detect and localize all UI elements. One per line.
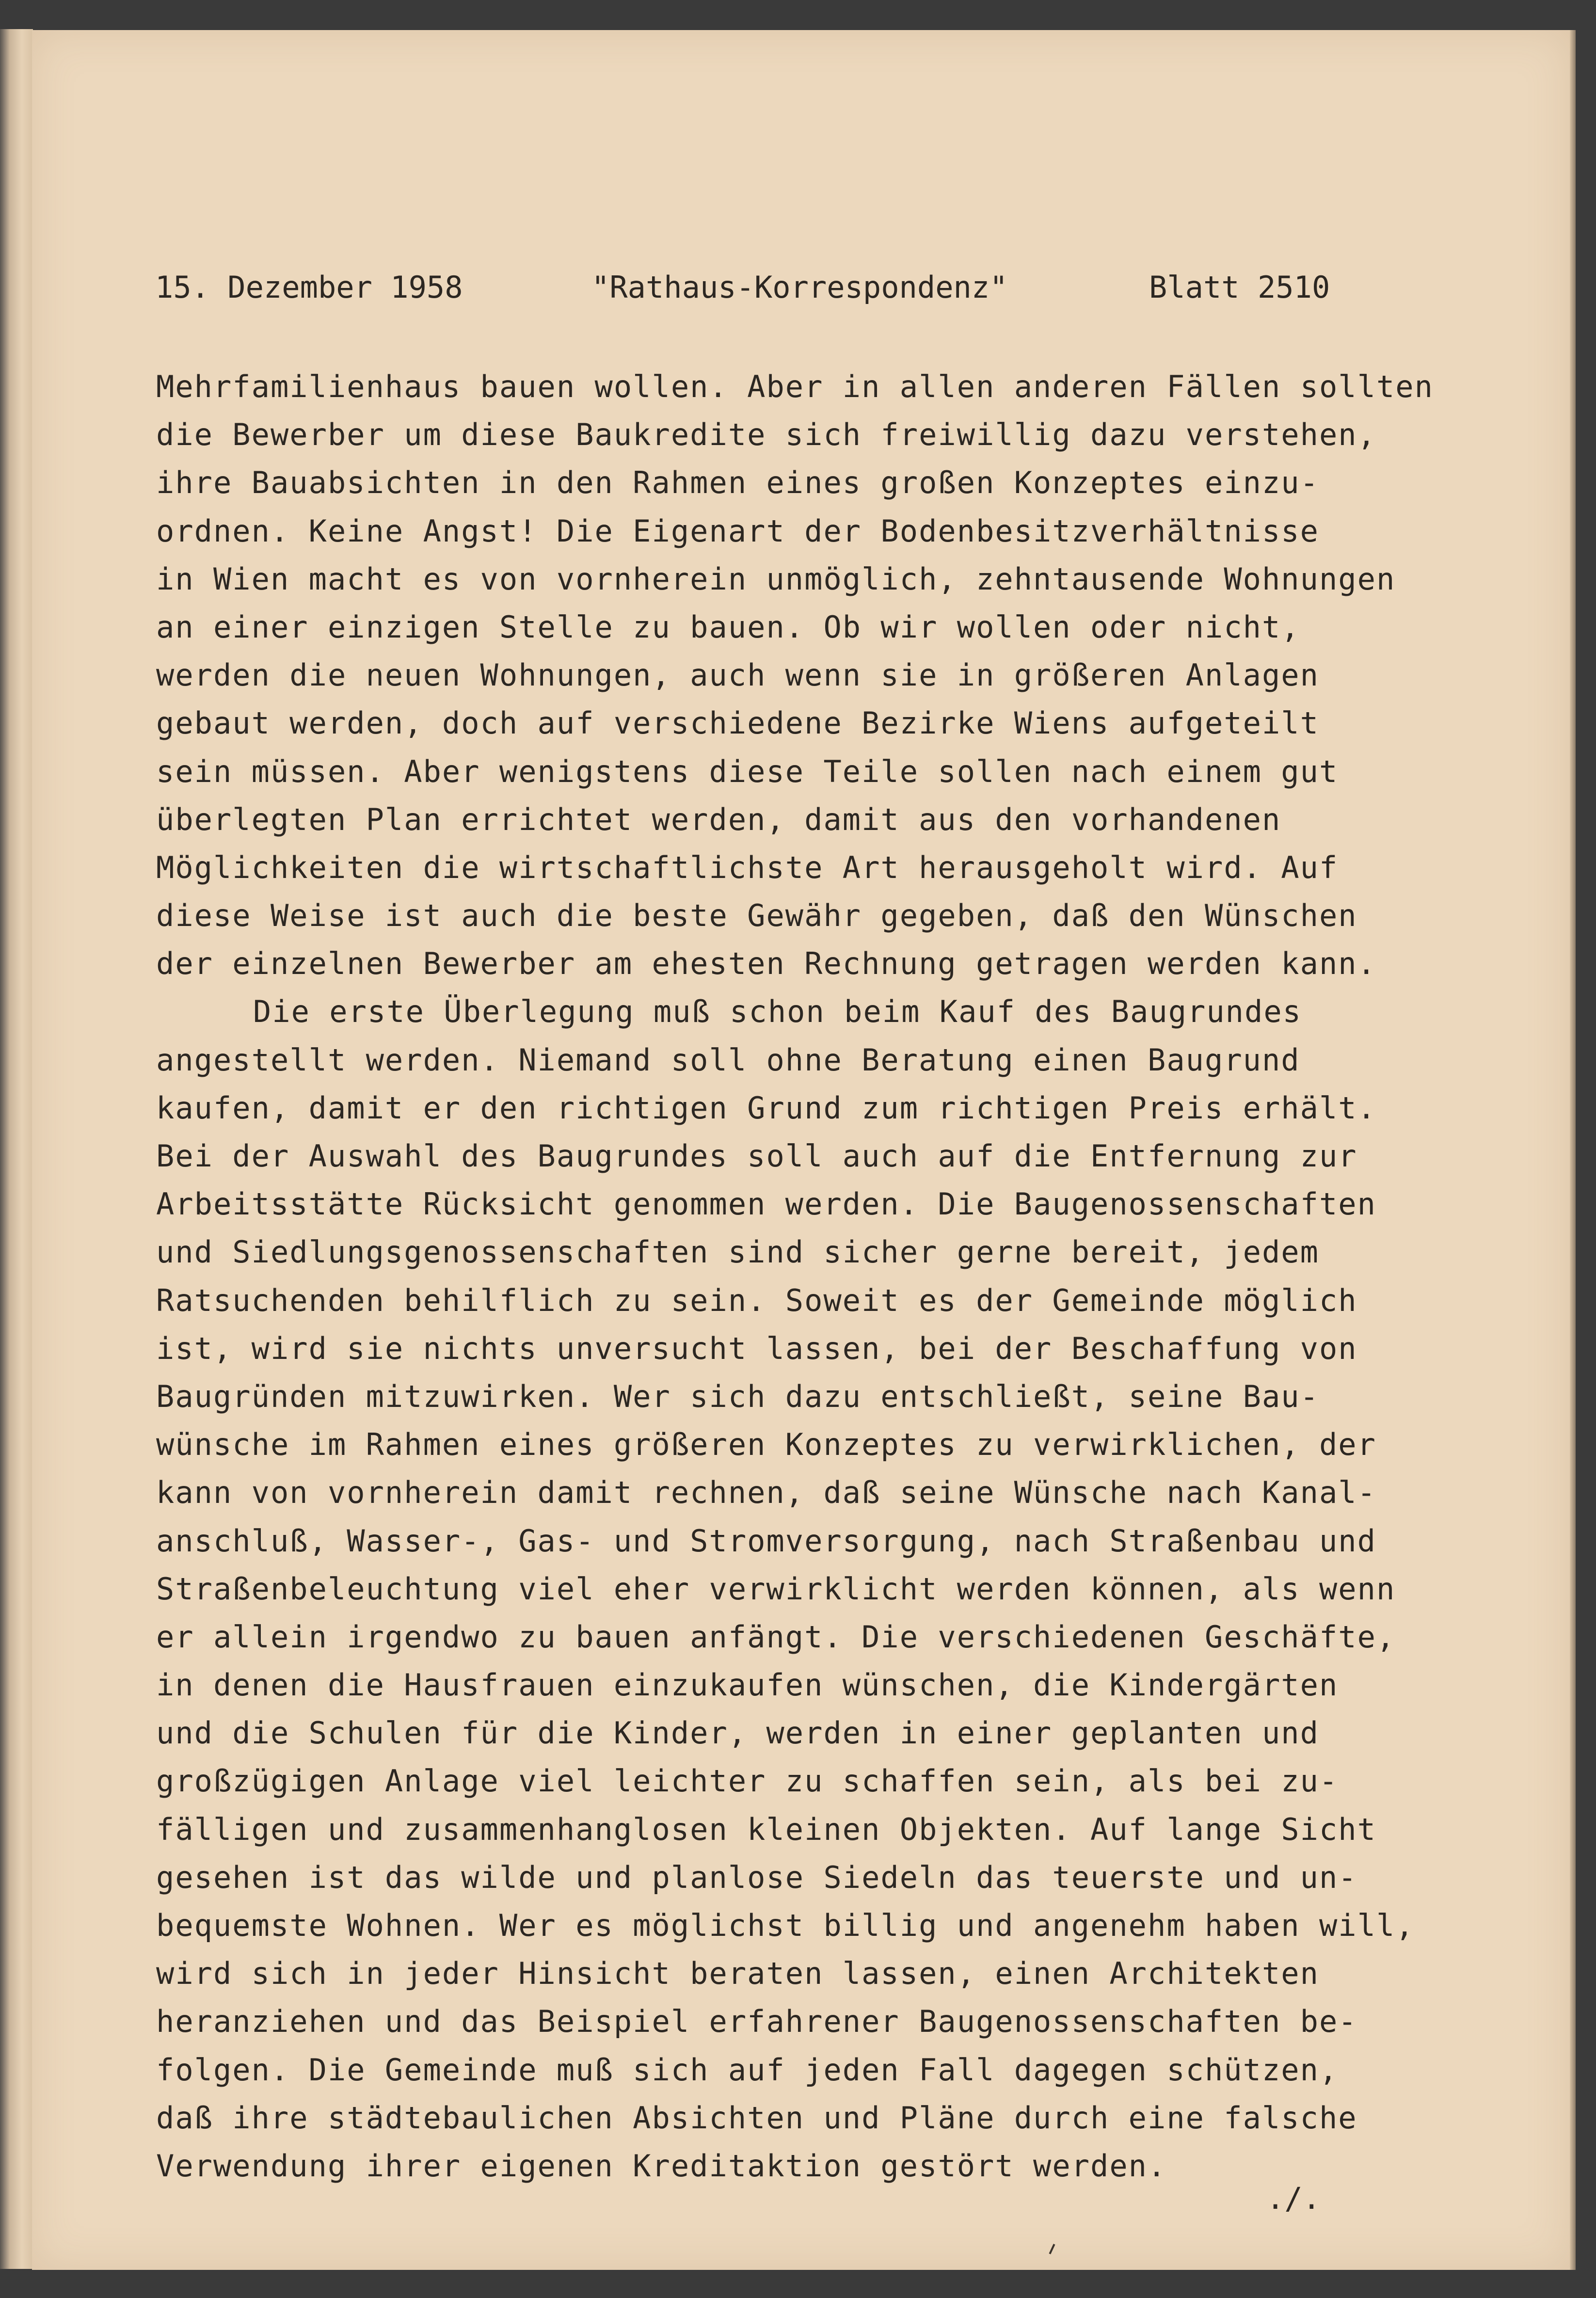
- text-line: überlegten Plan errichtet werden, damit aus den vorhandenen: [156, 801, 1281, 837]
- text-line: Baugründen mitzuwirken. Wer sich dazu entschließt, seine Bau-: [156, 1378, 1319, 1414]
- text-line: fälligen und zusammenhanglosen kleinen Objekten. Auf lange Sicht: [156, 1811, 1376, 1847]
- text-line: Ratsuchenden behilflich zu sein. Soweit es der Gemeinde möglich: [156, 1282, 1357, 1318]
- text-line: der einzelnen Bewerber am ehesten Rechnung getragen werden kann.: [156, 946, 1376, 982]
- text-line: gebaut werden, doch auf verschiedene Bezirke Wiens aufgeteilt: [156, 705, 1319, 741]
- text-line: Verwendung ihrer eigenen Kreditaktion gestört werden.: [156, 2148, 1167, 2184]
- text-line: kaufen, damit er den richtigen Grund zum richtigen Preis erhält.: [156, 1090, 1376, 1126]
- text-line: anschluß, Wasser-, Gas- und Stromversorgung, nach Straßenbau und: [156, 1523, 1376, 1559]
- text-line: Straßenbeleuchtung viel eher verwirklicht werden können, als wenn: [156, 1571, 1396, 1607]
- binding-edge: [0, 29, 33, 2269]
- text-line: gesehen ist das wilde und planlose Siedeln das teuerste und un-: [156, 1859, 1357, 1895]
- text-line: bequemste Wohnen. Wer es möglichst billig und angenehm haben will,: [156, 1908, 1415, 1943]
- text-line: ist, wird sie nichts unversucht lassen, bei der Beschaffung von: [156, 1330, 1357, 1366]
- text-line: an einer einzigen Stelle zu bauen. Ob wir wollen oder nicht,: [156, 609, 1300, 645]
- page-header: [155, 266, 1367, 309]
- text-line: die Bewerber um diese Baukredite sich freiwillig dazu verstehen,: [156, 417, 1376, 453]
- paragraph-start-line: Die erste Überlegung muß schon beim Kauf des Baugrundes: [253, 994, 1302, 1030]
- text-line: Mehrfamilienhaus bauen wollen. Aber in allen anderen Fällen sollten: [156, 369, 1434, 404]
- text-line: wünsche im Rahmen eines größeren Konzeptes zu verwirklichen, der: [156, 1427, 1376, 1463]
- text-line: Möglichkeiten die wirtschaftlichste Art herausgeholt wird. Auf: [156, 849, 1339, 885]
- header-sheet-number: Blatt 2510: [1149, 270, 1330, 305]
- header-title: "Rathaus-Korrespondenz": [591, 270, 1008, 305]
- text-line: großzügigen Anlage viel leichter zu schaffen sein, als bei zu-: [156, 1763, 1339, 1799]
- text-line: wird sich in jeder Hinsicht beraten lassen, einen Architekten: [156, 1956, 1319, 1992]
- text-line: ordnen. Keine Angst! Die Eigenart der Bodenbesitzverhältnisse: [156, 513, 1319, 549]
- text-line: Bei der Auswahl des Baugrundes soll auch auf die Entfernung zur: [156, 1138, 1357, 1174]
- text-line: folgen. Die Gemeinde muß sich auf jeden Fall dagegen schützen,: [156, 2052, 1339, 2088]
- text-line: und die Schulen für die Kinder, werden in einer geplanten und: [156, 1715, 1319, 1751]
- text-line: er allein irgendwo zu bauen anfängt. Die verschiedenen Geschäfte,: [156, 1619, 1396, 1655]
- text-line: und Siedlungsgenossenschaften sind sicher gerne bereit, jedem: [156, 1234, 1319, 1270]
- text-line: werden die neuen Wohnungen, auch wenn sie in größeren Anlagen: [156, 657, 1319, 693]
- text-line: in Wien macht es von vornherein unmöglich, zehntausende Wohnungen: [156, 561, 1396, 597]
- text-line: in denen die Hausfrauen einzukaufen wünschen, die Kindergärten: [156, 1667, 1339, 1703]
- page-edge: [1570, 30, 1576, 2270]
- text-line: daß ihre städtebaulichen Absichten und Pläne durch eine falsche: [156, 2100, 1357, 2136]
- text-line: angestellt werden. Niemand soll ohne Beratung einen Baugrund: [156, 1042, 1300, 1078]
- text-line: heranziehen und das Beispiel erfahrener Baugenossenschaften be-: [156, 2004, 1357, 2040]
- header-date: 15. Dezember 1958: [155, 270, 463, 305]
- body-text: [156, 363, 1514, 2190]
- continuation-mark: ./.: [1266, 2181, 1321, 2216]
- text-line: kann von vornherein damit rechnen, daß seine Wünsche nach Kanal-: [156, 1475, 1376, 1511]
- text-line: sein müssen. Aber wenigstens diese Teile sollen nach einem gut: [156, 753, 1339, 789]
- text-line: diese Weise ist auch die beste Gewähr gegeben, daß den Wünschen: [156, 898, 1357, 934]
- text-line: ihre Bauabsichten in den Rahmen eines großen Konzeptes einzu-: [156, 465, 1319, 501]
- text-line: Arbeitsstätte Rücksicht genommen werden. Die Baugenossenschaften: [156, 1186, 1376, 1222]
